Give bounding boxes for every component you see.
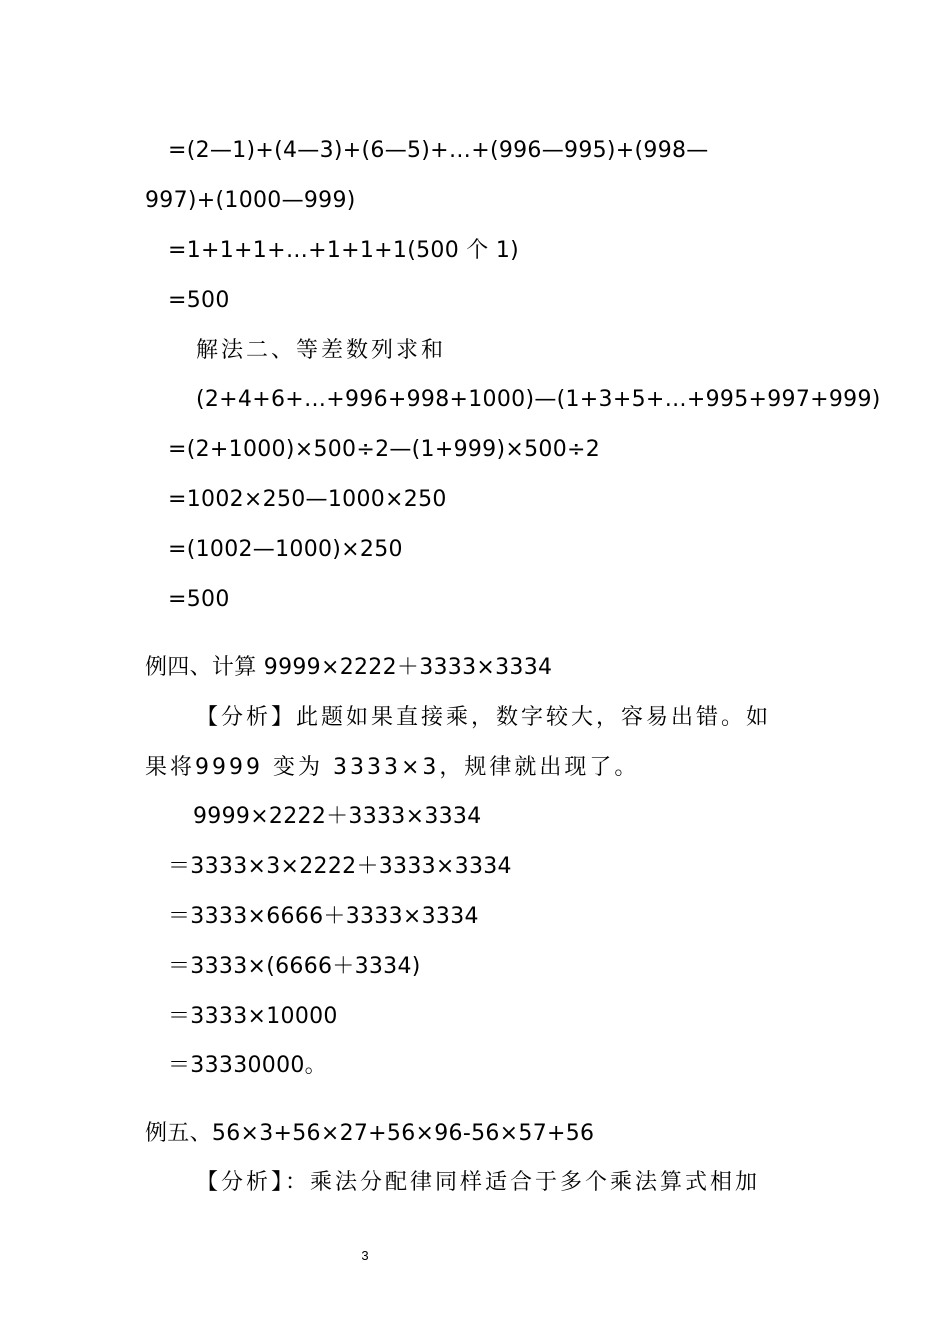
- analysis-paragraph: 【分析】：乘法分配律同样适合于多个乘法算式相加: [196, 1170, 761, 1195]
- solution-line: =(1002—1000)×250: [168, 537, 403, 562]
- solution-line: 997)+(1000—999): [145, 188, 356, 213]
- solution-line: =1002×250—1000×250: [168, 487, 447, 512]
- example-heading: 例五、56×3+56×27+56×96-56×57+56: [145, 1121, 595, 1146]
- solution-line: =(2—1)+(4—3)+(6—5)+…+(996—995)+(998—: [168, 138, 709, 163]
- solution-line: ＝3333×6666＋3333×3334: [168, 904, 479, 929]
- solution-line: ＝3333×(6666＋3334): [168, 954, 421, 979]
- solution-line: ＝3333×10000: [168, 1004, 338, 1029]
- analysis-paragraph: 【分析】此题如果直接乘，数字较大，容易出错。如: [196, 705, 772, 730]
- solution-line: (2+4+6+…+996+998+1000)—(1+3+5+…+995+997+999): [196, 387, 881, 412]
- analysis-paragraph: 果将9999 变为 3333×3，规律就出现了。: [145, 755, 640, 780]
- method-heading: 解法二、等差数列求和: [196, 338, 447, 363]
- page-number: 3: [361, 1248, 369, 1263]
- solution-line: =500: [168, 288, 230, 313]
- solution-line: ＝33330000。: [168, 1053, 327, 1078]
- solution-line: 9999×2222＋3333×3334: [193, 804, 482, 829]
- solution-line: =1+1+1+…+1+1+1(500 个 1): [168, 238, 520, 263]
- example-heading: 例四、计算 9999×2222＋3333×3334: [145, 655, 553, 680]
- solution-line: =(2+1000)×500÷2—(1+999)×500÷2: [168, 437, 601, 462]
- solution-line: =500: [168, 587, 230, 612]
- solution-line: ＝3333×3×2222＋3333×3334: [168, 854, 512, 879]
